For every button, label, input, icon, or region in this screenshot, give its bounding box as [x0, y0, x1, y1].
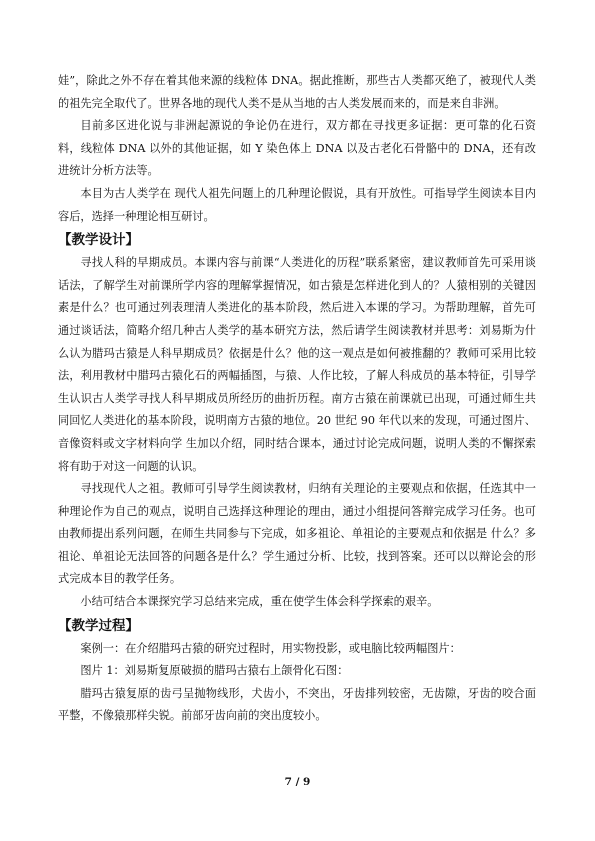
page-content [58, 70, 536, 728]
paragraph-case-one: 案例一：在介绍腊玛古猿的研究过程时，用实物投影，或电脑比较两幅图片： [80, 641, 461, 655]
paragraph-modern-ancestor: 寻找现代人之祖。教师可引导学生阅读教材，归纳有关理论的主要观点和依据，任选其中一种理论作为自己的观点，说明自己选择这种理论的理由，通过小组提问答辩完成学习任务。也可由教师提出系列问题，在师生共同参与下完成，如多祖论、单祖论的主要观点和依据是 什么？多祖论、单祖论无法回答的问题各是什么？学生通过分析、比较，找到答案。还可以以辩论会的形式完成本目的教学任务。 [58, 482, 536, 586]
paragraph-topic-note: 本目为古人类学在 现代人祖先问题上的几种理论假说，具有开放性。可指导学生阅读本目内容后，选择一种理论相互研讨。 [58, 186, 536, 223]
section-heading-teaching-design: 【教学设计】 [58, 232, 139, 249]
page-number: 7 / 9 [284, 776, 311, 788]
paragraph-figure-one: 图片 1：刘易斯复原破损的腊玛古猿右上颌骨化石图： [80, 664, 349, 678]
paragraph-early-members: 寻找人科的早期成员。本课内容与前课“人类进化的历程”联系紧密，建议教师首先可采用谈话法，了解学生对前课所学内容的理解掌握情况，如古猿是怎样进化到人的？人猿相别的关键因素是什么？也可通过列表理清人类进化的基本阶段，然后进入本课的学习。为帮助理解，首先可通过谈话法，简略介绍几种古人类学的基本研究方法，然后请学生阅读教材并思考：刘易斯为什么认为腊玛古猿是人科早期成员？依据是什么？他的这一观点是如何被推翻的？教师可采用比较法，利用教材中腊玛古猿化石的两幅插图，与猿、人作比较，了解人科成员的基本特征，引导学生认识古人类学寻找人科早期成员所经历的曲折历程。南方古猿在前课就已出现，可通过师生共同回忆人类进化的基本阶段，说明南方古猿的地位。20 世纪 90 年代以来的发现，可通过图片、音像资料或文字材料向学 生加以介绍，同时结合课本，通过讨论完成问题，说明人类的不懈探索将有助于对这一问题的认识。 [58, 256, 536, 473]
paragraph-summary: 小结可结合本课探究学习总结来完成，重在使学生体会科学探索的艰辛。 [80, 595, 439, 609]
paragraph-debate: 目前多区进化说与非洲起源说的争论仍在进行，双方都在寻找更多证据：更可靠的化石资料，线粒体 DNA 以外的其他证据，如 Y 染色体上 DNA 以及古老化石骨骼中的 DNA，还有改进统计分析方法等。 [58, 119, 536, 178]
paragraph-mtdna-conclusion: 娃”，除此之外不存在着其他来源的线粒体 DNA。据此推断，那些古人类都灭绝了，被现代人类的祖先完全取代了。世界各地的现代人类不是从当地的古人类发展而来的，而是来自非洲。 [58, 74, 536, 110]
section-heading-teaching-process: 【教学过程】 [58, 617, 139, 634]
paragraph-ramapithecus-description: 腊玛古猿复原的齿弓呈抛物线形，犬齿小，不突出，牙齿排列较密，无齿隙，牙齿的咬合面平整，不像猿那样尖锐。前部牙齿向前的突出度较小。 [58, 686, 536, 723]
